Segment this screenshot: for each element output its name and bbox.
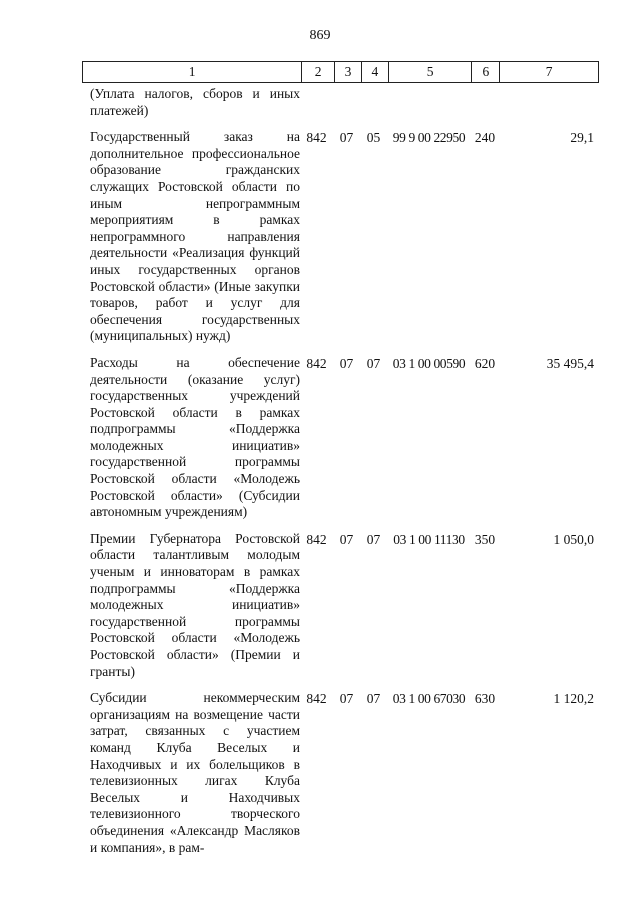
- row-amount: 29,1: [570, 130, 594, 146]
- row-subsection-code: [360, 86, 387, 119]
- row-target-code: 99 9 00 22950: [392, 130, 466, 146]
- row-expense-type: 620: [474, 355, 496, 371]
- row-description: Премии Губернатора Ростовской области талантливым молодым ученым и инноваторам в рамках подпрограммы «Поддержка молодежных инициатив» государственной программы Ростовской области «Молодежь Ростовской области» (Премии и гранты): [90, 530, 300, 679]
- row-subsection-code: 07: [366, 531, 381, 547]
- row-target-code: 03 1 00 11130: [393, 531, 465, 547]
- row-section-code: 07: [339, 130, 354, 146]
- row-subsection-code: 07: [366, 355, 381, 371]
- row-expense-type: 350: [474, 531, 496, 547]
- row-ministry-code: 842: [306, 355, 327, 371]
- row-section-code: 07: [339, 355, 354, 371]
- table-row: [82, 531, 599, 680]
- row-section-code: [333, 86, 360, 119]
- table-header: [82, 61, 599, 83]
- row-amount: 1 050,0: [553, 531, 594, 547]
- row-target-code: 03 1 00 00590: [392, 355, 466, 371]
- row-description: Государственный заказ на дополнительное профессиональное образование гражданских служащих Ростовской области по иным непрограммным мероприятиям в рамках непрограммного направления деятельности «Реализация функций иных государственных органов Ростовской области» (Иные закупки товаров, работ и услуг для обеспечения государственных (муниципальных) нужд): [90, 129, 300, 344]
- row-ministry-code: 842: [306, 130, 327, 146]
- row-ministry-code: [300, 86, 333, 119]
- row-expense-type: 630: [474, 691, 496, 707]
- header-col-2: 2: [301, 62, 334, 82]
- table-row: [82, 129, 599, 345]
- row-description: (Уплата налогов, сборов и иных платежей): [90, 86, 300, 118]
- header-col-6: 6: [471, 62, 499, 82]
- row-amount: 1 120,2: [553, 691, 594, 707]
- header-col-1: 1: [188, 64, 196, 79]
- page-number: 869: [309, 28, 331, 43]
- header-col-5: 5: [388, 62, 472, 82]
- row-target-code: [387, 86, 471, 119]
- table-row: [82, 355, 599, 521]
- row-section-code: 07: [339, 531, 354, 547]
- row-description: Расходы на обеспечение деятельности (оказание услуг) государственных учреждений Ростовской области в рамках подпрограммы «Поддержка молодежных инициатив» государственной программы Ростовской области «Молодежь Ростовской области» (Субсидии автономным учреждениям): [90, 354, 300, 520]
- header-col-4: 4: [361, 62, 388, 82]
- row-subsection-code: 05: [366, 130, 381, 146]
- header-col-7: 7: [499, 62, 598, 82]
- row-ministry-code: 842: [306, 691, 327, 707]
- row-expense-type: [471, 86, 499, 119]
- row-amount: 35 495,4: [546, 355, 594, 371]
- row-ministry-code: 842: [306, 531, 327, 547]
- row-description: Субсидии некоммерческим организациям на возмещение части затрат, связанных с участием команд Клуба Веселых и Находчивых и их болельщиков в телевизионных лигах Клуба Веселых и Находчивых телевизионного творческого объединения «Александр Масляков и компания», в рам-: [90, 690, 300, 855]
- row-section-code: 07: [339, 691, 354, 707]
- row-amount: [499, 86, 598, 119]
- row-target-code: 03 1 00 67030: [392, 691, 466, 707]
- table-row: [82, 86, 599, 119]
- header-col-3: 3: [334, 62, 361, 82]
- table-body: [82, 86, 599, 866]
- table-row: [82, 690, 599, 856]
- row-subsection-code: 07: [366, 691, 381, 707]
- row-expense-type: 240: [474, 130, 496, 146]
